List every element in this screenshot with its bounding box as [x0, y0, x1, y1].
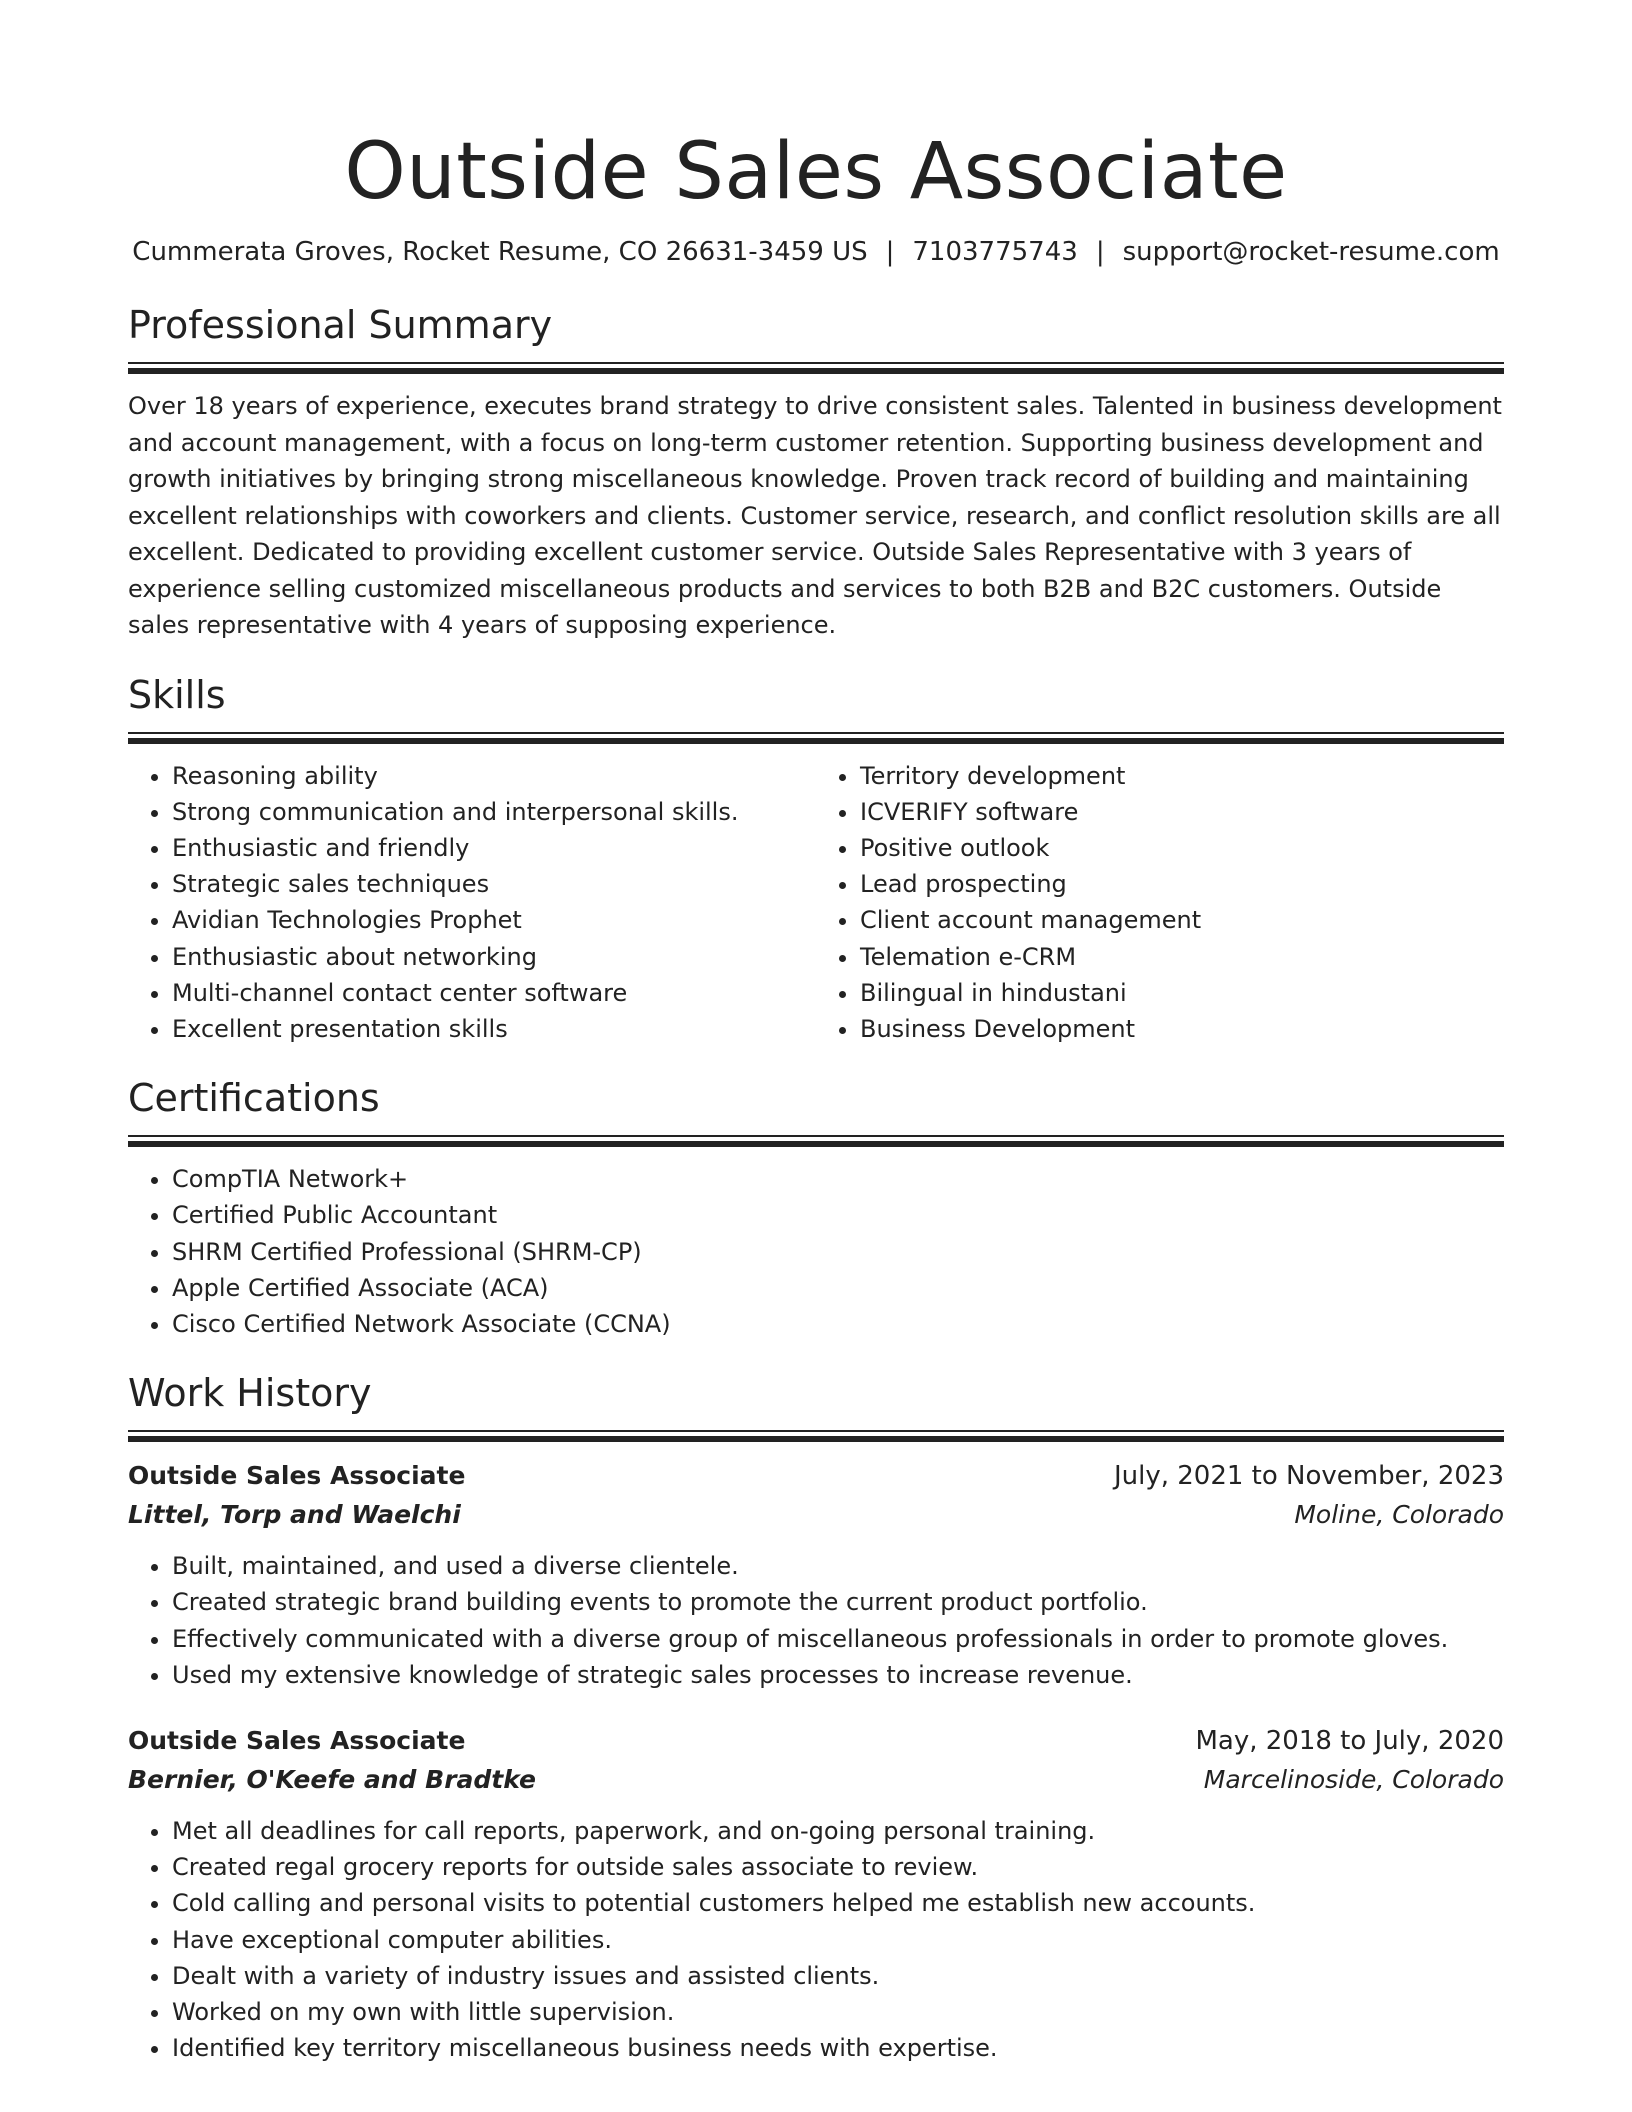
resume-page	[128, 118, 1504, 2066]
skill-item: • Reasoning ability	[172, 758, 816, 794]
section-divider-thick	[128, 1436, 1504, 1442]
skill-item: • Strong communication and interpersonal skills.	[172, 794, 816, 830]
summary-section	[128, 300, 1504, 644]
skills-list-right	[816, 758, 1504, 1048]
job-bullet: • Effectively communicated with a diverse group of miscellaneous professionals in order to promote gloves.	[172, 1621, 1504, 1657]
work-history-section	[128, 1368, 1504, 2066]
job-bullet: • Worked on my own with little supervision.	[172, 1994, 1504, 2030]
skills-list-left	[128, 758, 816, 1048]
skill-item: • Business Development	[860, 1011, 1504, 1047]
contact-separator: |	[885, 237, 895, 267]
skill-item: • Bilingual in hindustani	[860, 975, 1504, 1011]
work-history-heading: Work History	[128, 1371, 372, 1416]
summary-heading: Professional Summary	[128, 303, 553, 347]
certifications-list	[128, 1161, 1504, 1342]
skills-section	[128, 670, 1504, 1048]
job-subheader	[128, 1496, 1504, 1534]
summary-text: Over 18 years of experience, executes brand strategy to drive consistent sales. Talented in business development and account management, with a focus on long-term customer retention. Supporting business development and growth initiatives by bringing strong miscellaneous knowledge. Proven track record of building and maintaining excellent relationships with coworkers and clients. Customer service, research, and conflict resolution skills are all excellent. Dedicated to providing excellent customer service. Outside Sales Representative with 3 years of experience selling customized miscellaneous products and services to both B2B and B2C customers. Outside sales representative with 4 years of supposing experience.	[128, 392, 1502, 639]
certification-item: • SHRM Certified Professional (SHRM-CP)	[172, 1234, 1504, 1270]
job-header	[128, 1721, 1504, 1761]
skill-item: • Multi-channel contact center software	[172, 975, 816, 1011]
certification-item: • Cisco Certified Network Associate (CCNA)	[172, 1306, 1504, 1342]
certification-item: • CompTIA Network+	[172, 1161, 1504, 1197]
job-title: Outside Sales Associate	[128, 1461, 466, 1491]
job-bullet: • Created strategic brand building events to promote the current product portfolio.	[172, 1584, 1504, 1620]
skills-heading: Skills	[128, 672, 226, 717]
job-bullet: • Used my extensive knowledge of strategic sales processes to increase revenue.	[172, 1657, 1504, 1693]
job-location: Marcelinoside, Colorado	[1203, 1764, 1504, 1794]
job-bullet: • Met all deadlines for call reports, paperwork, and on-going personal training.	[172, 1813, 1504, 1849]
section-divider-thick	[128, 368, 1504, 374]
contact-line	[128, 234, 1504, 270]
certifications-section	[128, 1073, 1504, 1342]
contact-separator: |	[1095, 237, 1105, 267]
job-header	[128, 1456, 1504, 1496]
skill-item: • Enthusiastic about networking	[172, 939, 816, 975]
job-bullet: • Dealt with a variety of industry issues and assisted clients.	[172, 1958, 1504, 1994]
job-entry	[128, 1456, 1504, 1693]
job-company: Bernier, O'Keefe and Bradtke	[128, 1764, 536, 1794]
job-subheader	[128, 1761, 1504, 1799]
skill-item: • Excellent presentation skills	[172, 1011, 816, 1047]
skill-item: • Telemation e-CRM	[860, 939, 1504, 975]
skill-item: • Client account management	[860, 902, 1504, 938]
contact-phone: 7103775743	[912, 237, 1078, 267]
contact-address: Cummerata Groves, Rocket Resume, CO 26631-3459 US	[132, 237, 868, 267]
section-divider	[128, 362, 1504, 364]
job-dates: May, 2018 to July, 2020	[1195, 1725, 1504, 1756]
skills-grid	[128, 758, 1504, 1048]
section-divider	[128, 1430, 1504, 1432]
section-divider-thick	[128, 738, 1504, 744]
section-divider	[128, 732, 1504, 734]
job-bullet: • Created regal grocery reports for outside sales associate to review.	[172, 1849, 1504, 1885]
certification-item: • Certified Public Accountant	[172, 1197, 1504, 1233]
skill-item: • Enthusiastic and friendly	[172, 830, 816, 866]
job-bullets	[128, 1813, 1504, 2066]
job-entry	[128, 1721, 1504, 2066]
skill-item: • Avidian Technologies Prophet	[172, 902, 816, 938]
skill-item: • ICVERIFY software	[860, 794, 1504, 830]
job-bullet: • Cold calling and personal visits to potential customers helped me establish new accounts.	[172, 1885, 1504, 1921]
job-bullet: • Built, maintained, and used a diverse clientele.	[172, 1548, 1504, 1584]
section-divider	[128, 1135, 1504, 1137]
certification-item: • Apple Certified Associate (ACA)	[172, 1270, 1504, 1306]
certifications-heading: Certifications	[128, 1076, 380, 1121]
job-location: Moline, Colorado	[1294, 1500, 1504, 1530]
resume-name: Outside Sales Associate	[344, 127, 1288, 217]
job-bullets	[128, 1548, 1504, 1693]
job-company: Littel, Torp and Waelchi	[128, 1500, 461, 1530]
job-dates: July, 2021 to November, 2023	[1113, 1461, 1504, 1492]
contact-email[interactable]: support@rocket-resume.com	[1122, 237, 1500, 267]
job-bullet: • Identified key territory miscellaneous business needs with expertise.	[172, 2030, 1504, 2066]
skill-item: • Lead prospecting	[860, 866, 1504, 902]
section-divider-thick	[128, 1141, 1504, 1147]
job-title: Outside Sales Associate	[128, 1725, 466, 1755]
skill-item: • Territory development	[860, 758, 1504, 794]
skill-item: • Strategic sales techniques	[172, 866, 816, 902]
job-bullet: • Have exceptional computer abilities.	[172, 1922, 1504, 1958]
skill-item: • Positive outlook	[860, 830, 1504, 866]
